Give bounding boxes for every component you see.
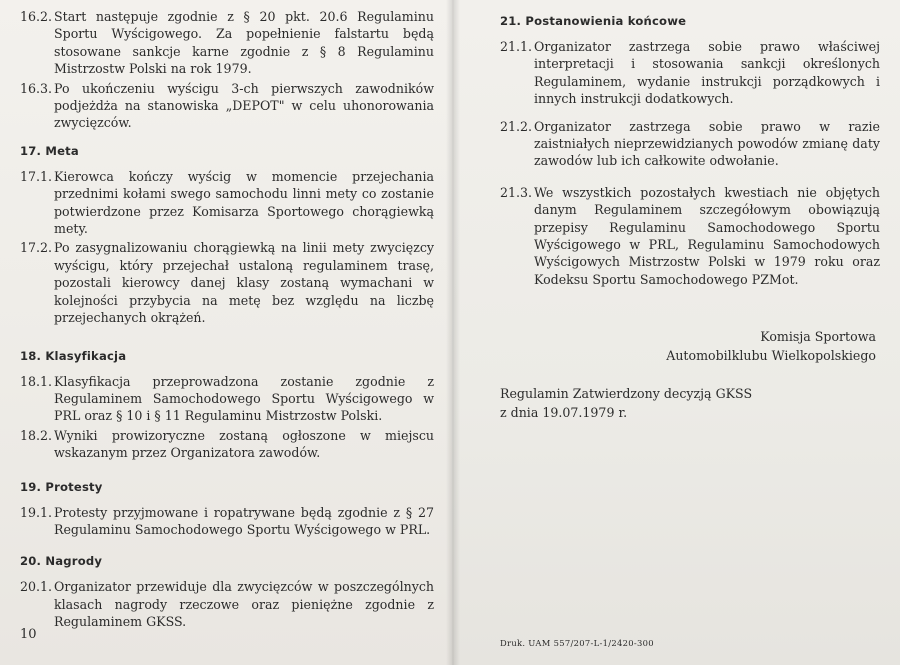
paragraph-text: We wszystkich pozostałych kwestiach nie objętych danym Regulaminem szczegółowym obowiązują przepisy Regulaminu Samochodowego Sportu Wyścigowego w PRL, Regulaminu Samochodowych Wyścigowych Mistrzostw Polski w 1979 roku oraz Kodeksu Sportu Samochodowego PZMot. — [534, 184, 880, 287]
paragraph-text: Po zasygnalizowaniu chorągiewką na linii mety zwycięzcy wyścigu, który przejechał ustaloną regulaminem trasę, pozostali kierowcy danej klasy zostaną wymachani w kolejności przybycia na metę bez względu na liczbę przejechanych okrążeń. — [54, 240, 434, 326]
page-number: 10 — [20, 627, 37, 642]
paragraph-16-3 — [20, 80, 434, 132]
section-heading-18: 18. Klasyfikacja — [20, 348, 127, 363]
paragraph-17-1 — [20, 168, 434, 238]
paragraph-text: Organizator zastrzega sobie prawo w razie zaistniałych nieprzewidzianych powodów zmianę daty zawodów lub ich całkowite odwołanie. — [534, 118, 880, 169]
paragraph-number: 16.2. — [20, 9, 53, 24]
paragraph-number: 21.3. — [500, 184, 533, 200]
paragraph-text: Kierowca kończy wyścig w momencie przejechania przednimi kołami swego samochodu linni mety co zostanie potwierdzone przez Komisarza Sportowego chorągiewką mety. — [54, 168, 434, 237]
paragraph-20-1 — [20, 578, 434, 630]
paragraph-number: 18.2. — [20, 427, 53, 443]
paragraph-text: Start następuje zgodnie z § 20 pkt. 20.6 Regulaminu Sportu Wyścigowego. Za popełnienie falstartu będą stosowane sankcje karne zgodnie z § 8 Regulaminu Mistrzostw Polski na rok 1979. — [54, 9, 434, 77]
paragraph-18-2 — [20, 427, 434, 462]
paragraph-text: Organizator zastrzega sobie prawo właściwej interpretacji i stosowania sankcji określonych Regulaminem, wydanie instrukcji porządkowych i innych instrukcji dodatkowych. — [534, 39, 880, 107]
paragraph-number: 17.2. — [20, 240, 53, 256]
paragraph-number: 21.1. — [500, 39, 533, 54]
section-heading-17: 17. Meta — [20, 143, 79, 158]
print-info: Druk. UAM 557/207-L-1/2420-300 — [500, 638, 654, 648]
approval-note — [500, 385, 880, 422]
paragraph-text: Wyniki prowizoryczne zostaną ogłoszone w miejscu wskazanym przez Organizatora zawodów. — [54, 427, 434, 461]
signature-line-1: Komisja Sportowa — [760, 329, 876, 345]
approval-line-2: z dnia 19.07.1979 r. — [500, 404, 628, 420]
right-page — [452, 0, 900, 665]
paragraph-17-2 — [20, 239, 434, 326]
paragraph-text: Po ukończeniu wyścigu 3-ch pierwszych zawodników podjeżdża na stanowiska „DEPOT" w celu uhonorowania zwycięzców. — [54, 80, 434, 131]
section-heading-19: 19. Protesty — [20, 479, 103, 494]
paragraph-number: 17.1. — [20, 168, 53, 184]
signature-line-2: Automobilklubu Wielkopolskiego — [666, 347, 876, 363]
section-heading-21: 21. Postanowienia końcowe — [500, 14, 687, 28]
section-heading-20: 20. Nagrody — [20, 554, 103, 569]
paragraph-number: 16.3. — [20, 80, 53, 96]
book-gutter — [446, 0, 460, 665]
paragraph-21-1 — [500, 38, 880, 108]
paragraph-19-1 — [20, 504, 434, 539]
paragraph-21-2 — [500, 118, 880, 170]
paragraph-text: Klasyfikacja przeprowadzona zostanie zgodnie z Regulaminem Samochodowego Sportu Wyścigowego w PRL oraz § 10 i § 11 Regulaminu Mistrzostw Polski. — [54, 373, 434, 424]
approval-line-1: Regulamin Zatwierdzony decyzją GKSS — [500, 386, 753, 402]
paragraph-18-1 — [20, 373, 434, 425]
signature-block — [500, 328, 880, 365]
paragraph-number: 20.1. — [20, 579, 53, 595]
paragraph-21-3 — [500, 184, 880, 288]
paragraph-16-2 — [20, 8, 434, 78]
paragraph-text: Protesty przyjmowane i ropatrywane będą zgodnie z § 27 Regulaminu Samochodowego Sportu Wyścigowego w PRL. — [54, 504, 434, 537]
paragraph-number: 21.2. — [500, 118, 533, 134]
paragraph-number: 18.1. — [20, 373, 53, 389]
paragraph-text: Organizator przewiduje dla zwycięzców w poszczególnych klasach nagrody rzeczowe oraz pieniężne zgodnie z Regulaminem GKSS. — [54, 579, 434, 630]
paragraph-number: 19.1. — [20, 504, 53, 520]
